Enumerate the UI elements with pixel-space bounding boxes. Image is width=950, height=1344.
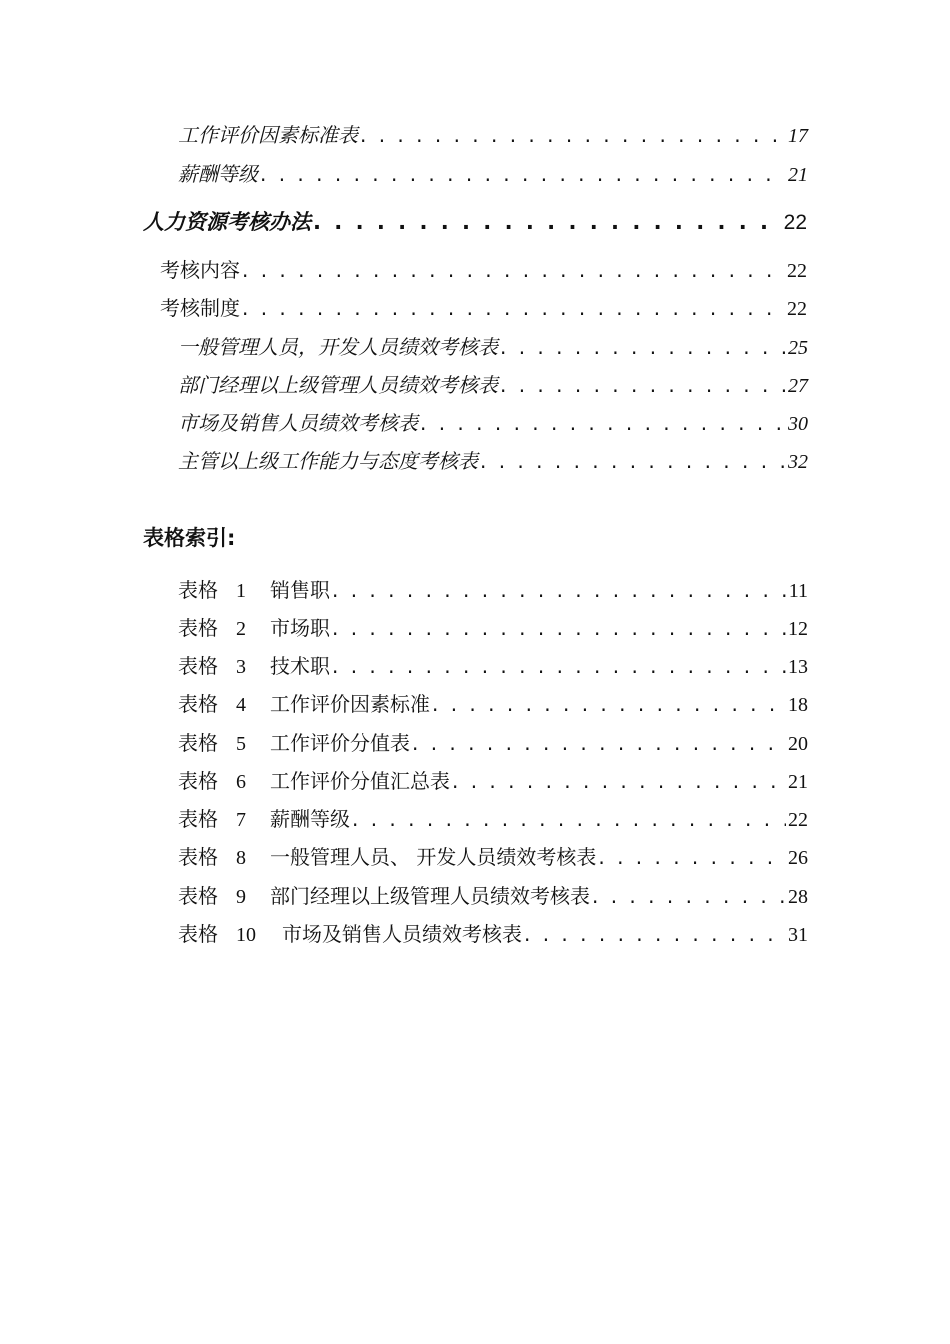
table-index-heading: 表格索引: xyxy=(143,526,236,550)
table-index-entry[interactable] xyxy=(178,690,808,718)
toc-entry-title: 主管以上级工作能力与态度考核表 xyxy=(178,449,478,473)
table-number xyxy=(178,652,270,681)
table-title: 工作评价因素标准 xyxy=(270,692,430,716)
toc-entry-page: 17 xyxy=(788,125,808,147)
table-index-entry[interactable] xyxy=(178,767,808,795)
table-index-entry[interactable] xyxy=(178,805,808,833)
table-page: 31 xyxy=(788,924,808,946)
dot-leader xyxy=(332,576,787,604)
table-title: 销售职 xyxy=(270,578,330,602)
table-number xyxy=(178,614,270,643)
toc-entry[interactable] xyxy=(178,409,808,437)
table-page: 26 xyxy=(788,847,808,869)
toc-entry[interactable] xyxy=(178,160,808,188)
table-index-entry[interactable] xyxy=(178,614,808,642)
table-label-number: 8 xyxy=(236,847,246,869)
dot-leader xyxy=(242,256,785,284)
table-label-word: 表格 xyxy=(178,845,218,869)
table-index-entry[interactable] xyxy=(178,729,808,757)
table-label-number: 5 xyxy=(236,733,246,755)
toc-entry[interactable] xyxy=(178,333,808,361)
toc-entry-title: 工作评价因素标准表 xyxy=(178,123,358,147)
table-number xyxy=(178,805,270,834)
toc-entry-title: 市场及销售人员绩效考核表 xyxy=(178,411,418,435)
dot-leader xyxy=(332,652,786,680)
table-label-number: 7 xyxy=(236,809,246,831)
table-label-word: 表格 xyxy=(178,654,218,678)
table-page: 22 xyxy=(788,809,808,831)
dot-leader xyxy=(598,843,786,871)
table-label-number: 2 xyxy=(236,618,246,640)
table-label-word: 表格 xyxy=(178,692,218,716)
dot-leader xyxy=(412,729,786,757)
table-title: 工作评价分值汇总表 xyxy=(270,769,450,793)
dot-leader xyxy=(592,882,786,910)
table-number xyxy=(178,729,270,758)
table-page: 13 xyxy=(788,656,808,678)
table-label-word: 表格 xyxy=(178,731,218,755)
table-label-number: 1 xyxy=(236,580,246,602)
toc-entry-page: 30 xyxy=(788,413,808,435)
toc-entry[interactable] xyxy=(178,121,808,149)
table-page: 11 xyxy=(788,580,808,602)
table-label-number: 10 xyxy=(236,924,256,946)
toc-entry-page: 22 xyxy=(783,211,807,234)
table-label-word: 表格 xyxy=(178,578,218,602)
toc-entry-title: 考核制度 xyxy=(160,296,240,320)
table-label-word: 表格 xyxy=(178,884,218,908)
toc-entry-page: 27 xyxy=(788,375,808,397)
toc-entry-page: 22 xyxy=(787,298,807,320)
table-index-entry[interactable] xyxy=(178,576,808,604)
toc-entry-title: 人力资源考核办法 xyxy=(143,210,311,234)
dot-leader xyxy=(500,371,786,399)
table-title: 工作评价分值表 xyxy=(270,731,410,755)
toc-entry-chapter[interactable] xyxy=(143,208,807,236)
toc-entry[interactable] xyxy=(178,447,808,475)
toc-entry-page: 22 xyxy=(787,260,807,282)
toc-entry[interactable] xyxy=(178,371,808,399)
table-page: 18 xyxy=(788,694,808,716)
table-label-number: 9 xyxy=(236,886,246,908)
table-title: 市场及销售人员绩效考核表 xyxy=(282,922,522,946)
dot-leader xyxy=(420,409,786,437)
dot-leader xyxy=(452,767,786,795)
table-label-word: 表格 xyxy=(178,807,218,831)
table-label-word: 表格 xyxy=(178,769,218,793)
table-label-word: 表格 xyxy=(178,922,218,946)
toc-entry-title: 部门经理以上级管理人员绩效考核表 xyxy=(178,373,498,397)
dot-leader xyxy=(500,333,786,361)
toc-entry-page: 32 xyxy=(788,451,808,473)
table-title: 部门经理以上级管理人员绩效考核表 xyxy=(270,884,590,908)
toc-entry-page: 21 xyxy=(788,164,808,186)
table-number xyxy=(178,767,270,796)
table-page: 12 xyxy=(788,618,808,640)
dot-leader xyxy=(352,805,786,833)
dot-leader xyxy=(332,614,786,642)
table-number xyxy=(178,843,270,872)
toc-entry[interactable] xyxy=(160,256,807,284)
toc-entry-page: 25 xyxy=(788,337,808,359)
dot-leader xyxy=(242,294,785,322)
table-title: 一般管理人员、 开发人员绩效考核表 xyxy=(270,845,597,869)
dot-leader xyxy=(480,447,786,475)
table-label-number: 4 xyxy=(236,694,246,716)
toc-entry[interactable] xyxy=(160,294,807,322)
toc-entry-title: 薪酬等级 xyxy=(178,162,258,186)
table-title: 技术职 xyxy=(270,654,330,678)
dot-leader xyxy=(360,121,786,149)
table-title: 薪酬等级 xyxy=(270,807,350,831)
toc-entry-title: 考核内容 xyxy=(160,258,240,282)
table-page: 21 xyxy=(788,771,808,793)
table-label-number: 3 xyxy=(236,656,246,678)
table-title: 市场职 xyxy=(270,616,330,640)
table-number xyxy=(178,920,282,949)
table-label-word: 表格 xyxy=(178,616,218,640)
dot-leader xyxy=(432,690,786,718)
table-index-entry[interactable] xyxy=(178,843,808,871)
table-page: 28 xyxy=(788,886,808,908)
dot-leader xyxy=(260,160,786,188)
table-index-entry[interactable] xyxy=(178,882,808,910)
toc-entry-title: 一般管理人员，开发人员绩效考核表 xyxy=(178,335,498,359)
table-page: 20 xyxy=(788,733,808,755)
table-number xyxy=(178,882,270,911)
dot-leader xyxy=(524,920,786,948)
table-label-number: 6 xyxy=(236,771,246,793)
table-number xyxy=(178,576,270,605)
dot-leader xyxy=(313,208,782,236)
table-number xyxy=(178,690,270,719)
table-index-entry[interactable] xyxy=(178,652,808,680)
table-index-entry[interactable] xyxy=(178,920,808,948)
